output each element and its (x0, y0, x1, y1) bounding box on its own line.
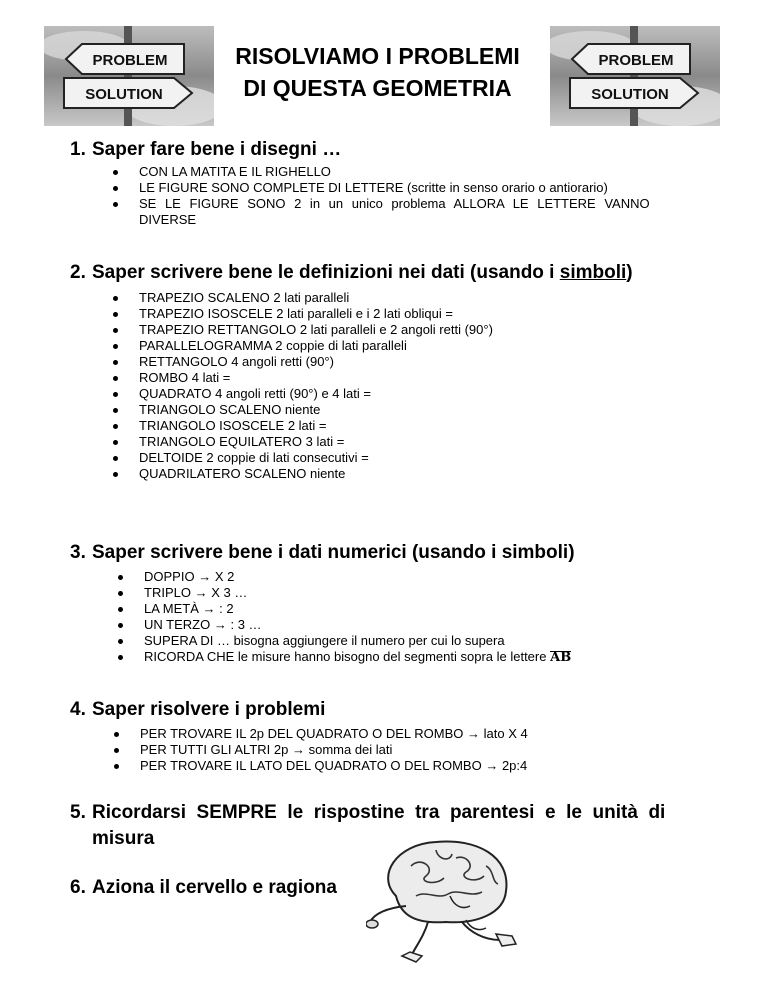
bullet-icon (113, 170, 118, 175)
arrow-right-icon: → (485, 758, 499, 773)
list-item: DELTOIDE 2 coppie di lati consecutivi = (139, 450, 493, 466)
bullet-icon (114, 764, 119, 769)
list-item: TRAPEZIO RETTANGOLO 2 lati paralleli e 2 angoli retti (90°) (139, 322, 493, 338)
problem-solution-sign-right (550, 26, 720, 126)
bullet-icon (118, 575, 123, 580)
section-6-title: 6. Aziona il cervello e ragiona (70, 877, 337, 898)
list-item: CON LA MATITA E IL RIGHELLO (139, 164, 719, 180)
list-item: TRAPEZIO SCALENO 2 lati paralleli (139, 290, 493, 306)
svg-text:SOLUTION: SOLUTION (591, 86, 669, 103)
list-item: LA METÀ → : 2 (144, 601, 571, 617)
list-item: QUADRILATERO SCALENO niente (139, 466, 493, 482)
arrow-right-icon: → (198, 569, 212, 584)
bullet-icon (113, 392, 118, 397)
bullet-icon (113, 408, 118, 413)
arrow-right-icon: → (194, 585, 208, 600)
bullet-icon (113, 328, 118, 333)
list-item: QUADRATO 4 angoli retti (90°) e 4 lati = (139, 386, 493, 402)
problem-solution-sign-left (44, 26, 214, 126)
bullet-icon (118, 639, 123, 644)
list-item: TRIANGOLO EQUILATERO 3 lati = (139, 434, 493, 450)
list-item: TRIANGOLO ISOSCELE 2 lati = (139, 418, 493, 434)
list-item: PER TROVARE IL LATO DEL QUADRATO O DEL ROMBO → 2p:4 (140, 758, 528, 774)
title-line-1: RISOLVIAMO I PROBLEMI (235, 43, 520, 69)
bullet-icon (118, 655, 123, 660)
list-item: PER TUTTI GLI ALTRI 2p → somma dei lati (140, 742, 528, 758)
bullet-icon (113, 202, 118, 207)
svg-text:PROBLEM: PROBLEM (598, 52, 674, 69)
bullet-icon (113, 312, 118, 317)
bullet-icon (114, 732, 119, 737)
bullet-icon (114, 748, 119, 753)
title-line-2: DI QUESTA GEOMETRIA (243, 75, 512, 101)
bullet-icon (113, 344, 118, 349)
list-item: SUPERA DI … bisogna aggiungere il numero per cui lo supera (144, 633, 571, 649)
list-item: LE FIGURE SONO COMPLETE DI LETTERE (scritte in senso orario o antiorario) (139, 180, 719, 196)
list-item: ROMBO 4 lati = (139, 370, 493, 386)
list-item: UN TERZO → : 3 … (144, 617, 571, 633)
svg-text:PROBLEM: PROBLEM (92, 52, 168, 69)
section-5-title: 5. Ricordarsi SEMPRE le rispostine tra parentesi e le unità di (70, 802, 666, 823)
list-item: TRIPLO → X 3 … (144, 585, 571, 601)
arrow-right-icon: → (467, 726, 481, 741)
list-item: DOPPIO → X 2 (144, 569, 571, 585)
section-5-title-continuation: misura (92, 828, 155, 849)
bullet-icon (113, 186, 118, 191)
bullet-icon (113, 424, 118, 429)
list-item: TRIANGOLO SCALENO niente (139, 402, 493, 418)
section-3-title: 3. Saper scrivere bene i dati numerici (usando i simboli) (70, 542, 575, 563)
bullet-icon (118, 591, 123, 596)
bullet-icon (113, 472, 118, 477)
arrow-right-icon: → (291, 742, 305, 757)
page-title (205, 40, 550, 104)
arrow-right-icon: → (202, 601, 216, 616)
bullet-icon (118, 607, 123, 612)
section-1-title: 1. Saper fare bene i disegni … (70, 139, 342, 160)
segment-ab-symbol: AB (550, 650, 572, 665)
list-item-continuation: DIVERSE (139, 212, 197, 227)
list-item: SE LE FIGURE SONO 2 in un unico problema ALLORA LE LETTERE VANNO (139, 196, 719, 212)
bullet-icon (113, 440, 118, 445)
arrow-right-icon: → (213, 617, 227, 632)
svg-text:SOLUTION: SOLUTION (85, 86, 163, 103)
list-item: RICORDA CHE le misure hanno bisogno del segmenti sopra le lettere AB (144, 649, 571, 665)
bullet-icon (113, 360, 118, 365)
section-4-title: 4. Saper risolvere i problemi (70, 699, 326, 720)
running-brain-illustration (366, 836, 522, 966)
page-header (0, 18, 768, 128)
section-3-list (144, 569, 571, 665)
section-4-list (140, 726, 528, 774)
bullet-icon (118, 623, 123, 628)
list-item: RETTANGOLO 4 angoli retti (90°) (139, 354, 493, 370)
section-2-list (139, 290, 493, 482)
list-item: PARALLELOGRAMMA 2 coppie di lati paralleli (139, 338, 493, 354)
list-item: PER TROVARE IL 2p DEL QUADRATO O DEL ROMBO → lato X 4 (140, 726, 528, 742)
list-item: TRAPEZIO ISOSCELE 2 lati paralleli e i 2 lati obliqui = (139, 306, 493, 322)
section-2-title: 2. Saper scrivere bene le definizioni nei dati (usando i simboli) (70, 262, 633, 283)
section-1-list (139, 164, 719, 228)
bullet-icon (113, 296, 118, 301)
underlined-word: simboli (559, 262, 627, 283)
bullet-icon (113, 376, 118, 381)
bullet-icon (113, 456, 118, 461)
